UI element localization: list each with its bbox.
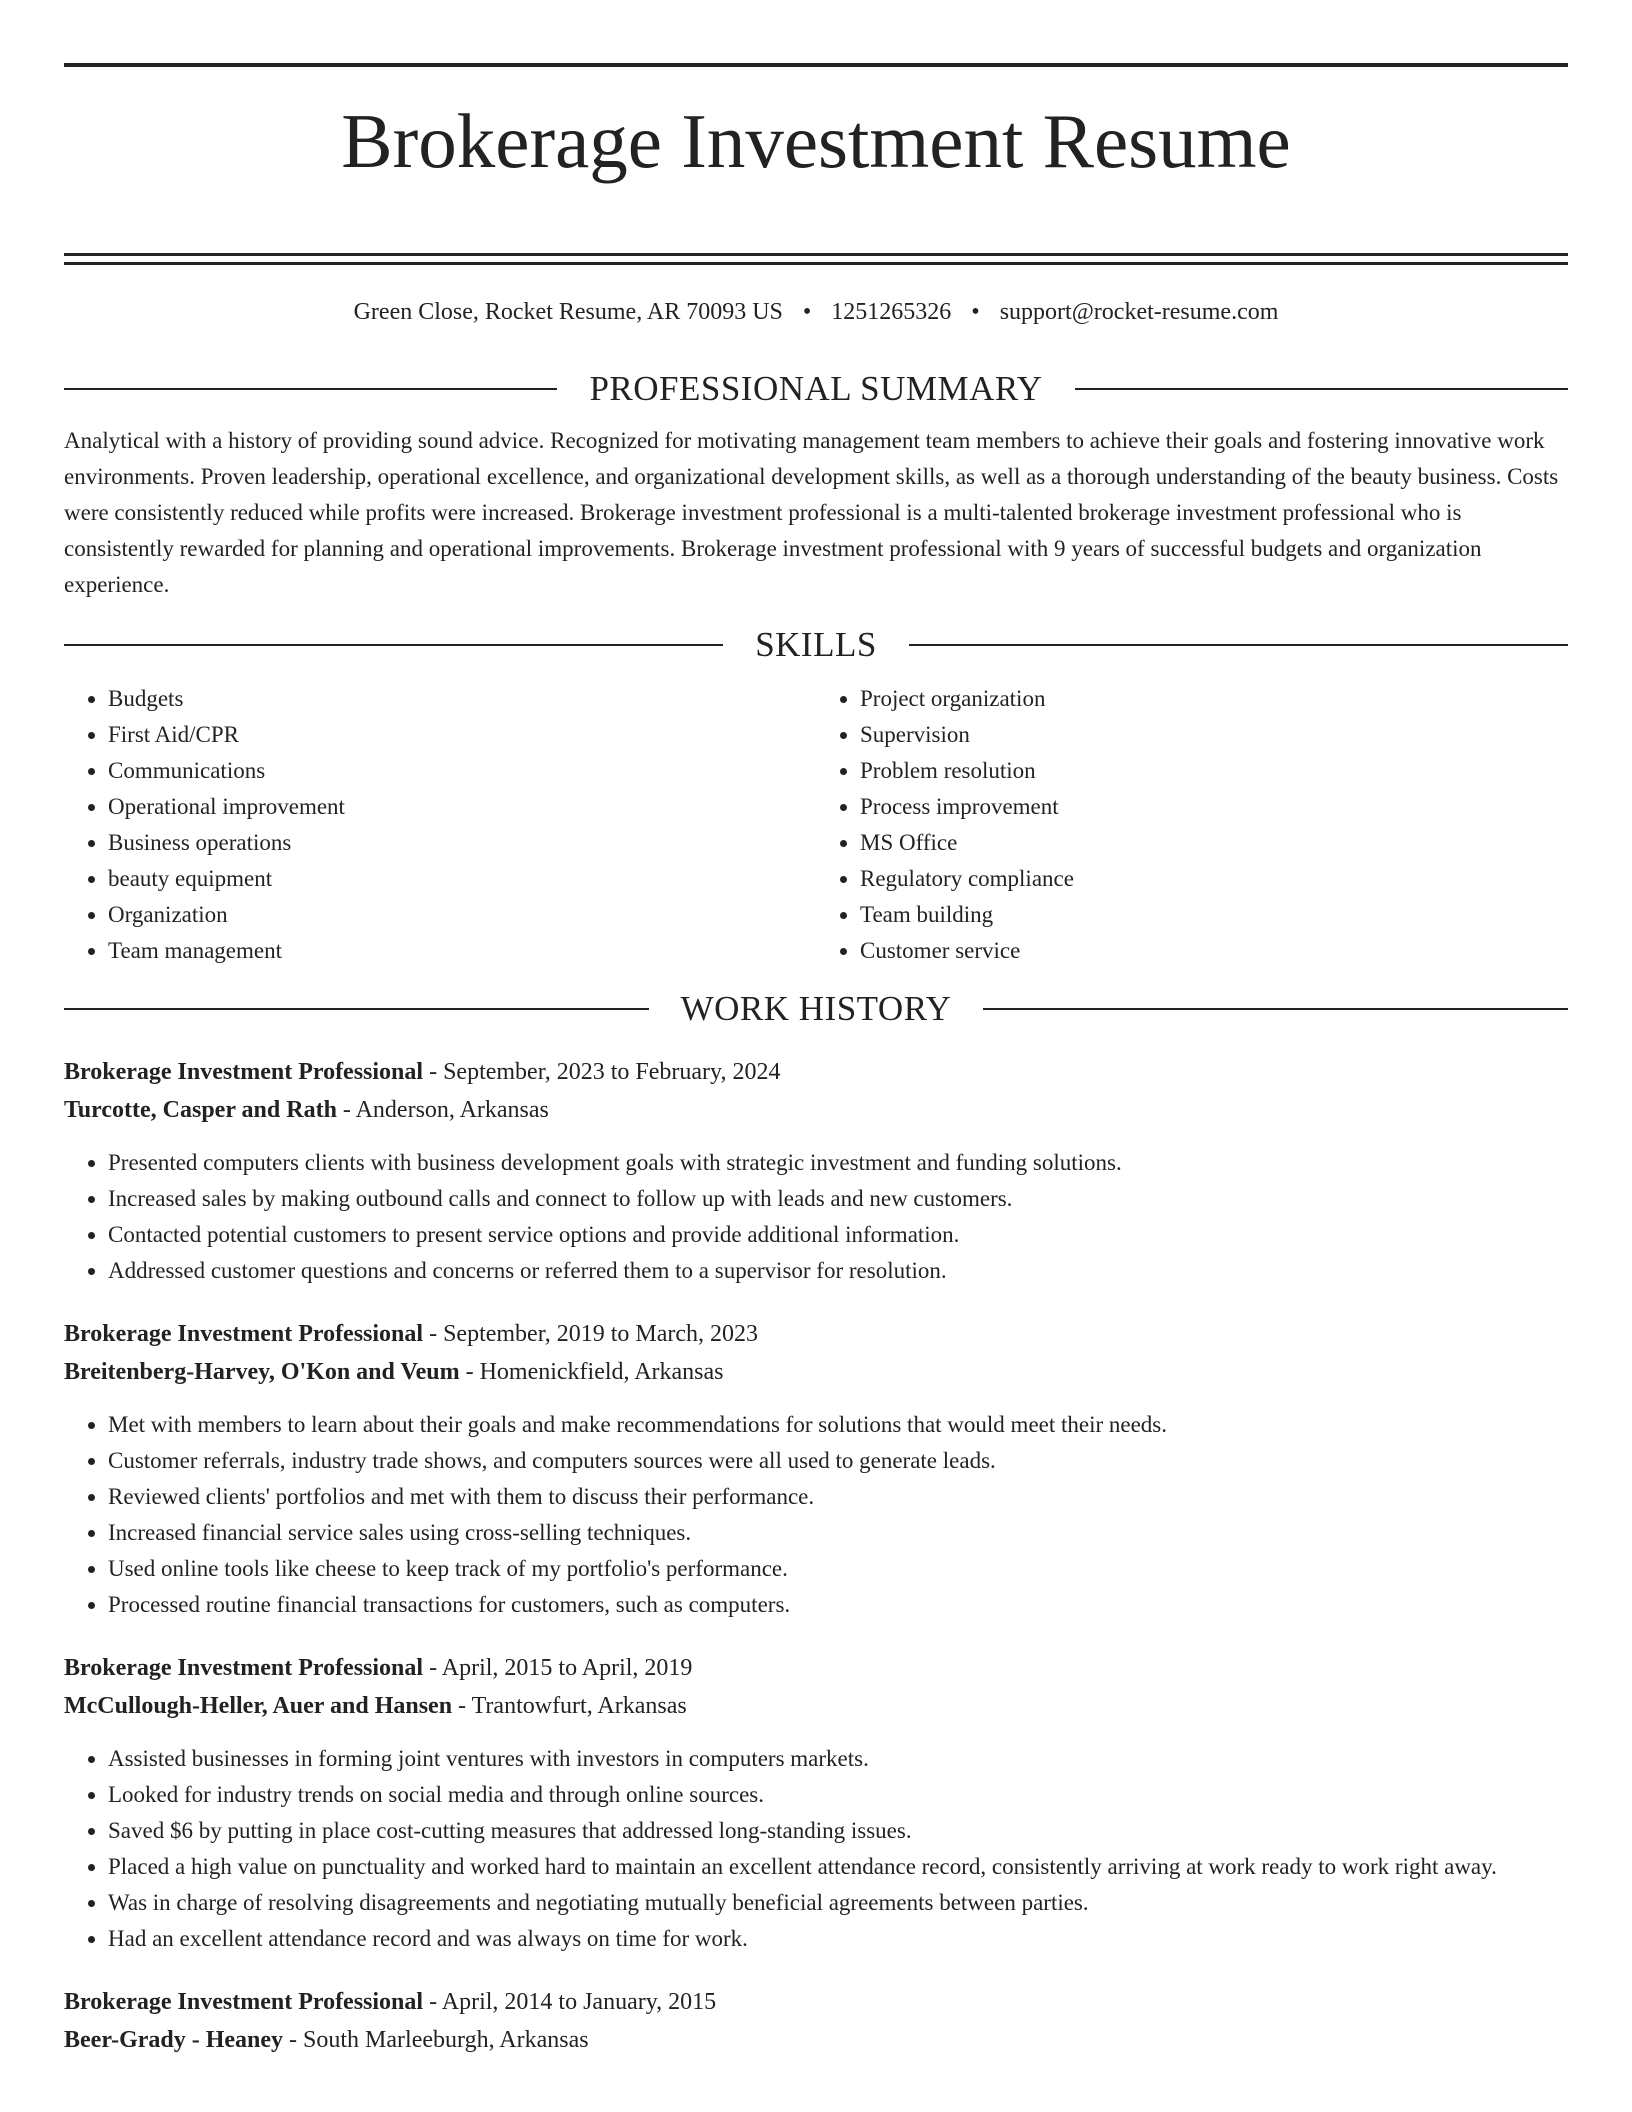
contact-phone: 1251265326 — [831, 298, 952, 325]
list-item: • Was in charge of resolving disagreements and negotiating mutually beneficial agreements between parties. — [108, 1885, 1568, 1921]
list-item: • Placed a high value on punctuality and worked hard to maintain an excellent attendance record, consistently arriving at work ready to work right away. — [108, 1849, 1568, 1885]
job-company-line — [64, 1091, 1568, 1129]
resume-page — [64, 0, 1568, 2059]
list-item: • Budgets — [108, 681, 816, 717]
resume-title: Brokerage Investment Resume — [341, 98, 1291, 184]
job-entry — [64, 1649, 1568, 1957]
job-dates: - September, 2023 to February, 2024 — [423, 1058, 781, 1085]
summary-text: Analytical with a history of providing sound advice. Recognized for motivating management team members to achieve their goals and fostering innovative work environments. Proven leadership, operational excellence, and organizational development skills, as well as a thorough understanding of the beauty business. Costs were consistently reduced while profits were increased. Brokerage investment professional is a multi-talented brokerage investment professional who is consistently rewarded for planning and operational improvements. Brokerage investment professional with 9 years of successful budgets and organization experience. — [64, 427, 1559, 597]
job-dates: - April, 2015 to April, 2019 — [423, 1654, 693, 1681]
list-item: • Organization — [108, 897, 816, 933]
list-item: • Reviewed clients' portfolios and met with them to discuss their performance. — [108, 1479, 1568, 1515]
job-dates: - September, 2019 to March, 2023 — [423, 1320, 759, 1347]
list-item: • Increased sales by making outbound calls and connect to follow up with leads and new customers. — [108, 1181, 1568, 1217]
list-item: • Process improvement — [860, 789, 1568, 825]
job-location: - Homenickfield, Arkansas — [459, 1358, 724, 1385]
list-item: • Customer referrals, industry trade shows, and computers sources were all used to generate leads. — [108, 1443, 1568, 1479]
job-location: - Trantowfurt, Arkansas — [452, 1692, 687, 1719]
job-location: - Anderson, Arkansas — [336, 1096, 549, 1123]
job-title-line — [64, 1315, 1568, 1353]
contact-address: Green Close, Rocket Resume, AR 70093 US — [353, 298, 783, 325]
job-title: Brokerage Investment Professional — [64, 1988, 424, 2015]
job-bullets — [64, 1741, 1568, 1957]
list-item: • Team management — [108, 933, 816, 969]
job-entry — [64, 1053, 1568, 1289]
job-company: Beer-Grady - Heaney — [64, 2026, 284, 2053]
job-dates: - April, 2014 to January, 2015 — [423, 1988, 717, 2015]
list-item: • Presented computers clients with business development goals with strategic investment and funding solutions. — [108, 1145, 1568, 1181]
list-item: • MS Office — [860, 825, 1568, 861]
summary-heading: PROFESSIONAL SUMMARY — [589, 368, 1043, 408]
list-item: • Had an excellent attendance record and was always on time for work. — [108, 1921, 1568, 1957]
list-item: • Supervision — [860, 717, 1568, 753]
list-item: • Problem resolution — [860, 753, 1568, 789]
title-double-rule — [64, 253, 1568, 265]
contact-separator: • — [802, 298, 812, 325]
list-item: • Used online tools like cheese to keep track of my portfolio's performance. — [108, 1551, 1568, 1587]
list-item: • Increased financial service sales using cross-selling techniques. — [108, 1515, 1568, 1551]
job-company: Turcotte, Casper and Rath — [64, 1096, 337, 1123]
list-item: • Project organization — [860, 681, 1568, 717]
job-title: Brokerage Investment Professional — [64, 1058, 424, 1085]
job-location: - South Marleeburgh, Arkansas — [283, 2026, 589, 2053]
list-item: • Assisted businesses in forming joint ventures with investors in computers markets. — [108, 1741, 1568, 1777]
section-divider — [1075, 388, 1568, 390]
work-history-list — [64, 1053, 1568, 2059]
job-title: Brokerage Investment Professional — [64, 1320, 424, 1347]
job-company-line — [64, 1353, 1568, 1391]
job-company: Breitenberg-Harvey, O'Kon and Veum — [64, 1358, 460, 1385]
summary-section-header — [64, 369, 1568, 409]
list-item: • beauty equipment — [108, 861, 816, 897]
job-company-line — [64, 2021, 1568, 2059]
job-entry — [64, 1315, 1568, 1623]
section-divider — [64, 644, 723, 646]
list-item: • Customer service — [860, 933, 1568, 969]
list-item: • First Aid/CPR — [108, 717, 816, 753]
job-entry — [64, 1983, 1568, 2059]
job-company-line — [64, 1687, 1568, 1725]
contact-line — [64, 299, 1568, 333]
work-heading: WORK HISTORY — [680, 988, 952, 1028]
job-title-line — [64, 1053, 1568, 1091]
contact-separator: • — [971, 298, 980, 325]
skills-list-right — [816, 681, 1568, 969]
job-title: Brokerage Investment Professional — [64, 1654, 424, 1681]
skills-columns — [64, 681, 1568, 969]
list-item: • Addressed customer questions and concerns or referred them to a supervisor for resolution. — [108, 1253, 1568, 1289]
job-company: McCullough-Heller, Auer and Hansen — [64, 1692, 453, 1719]
list-item: • Communications — [108, 753, 816, 789]
section-divider — [64, 388, 557, 390]
list-item: • Team building — [860, 897, 1568, 933]
section-divider — [909, 644, 1568, 646]
job-title-line — [64, 1983, 1568, 2021]
skills-heading: SKILLS — [755, 624, 877, 664]
list-item: • Processed routine financial transactions for customers, such as computers. — [108, 1587, 1568, 1623]
skills-section-header — [64, 625, 1568, 665]
contact-email: support@rocket-resume.com — [999, 298, 1279, 325]
section-divider — [64, 1008, 649, 1010]
list-item: • Looked for industry trends on social media and through online sources. — [108, 1777, 1568, 1813]
top-rule — [64, 63, 1568, 67]
list-item: • Operational improvement — [108, 789, 816, 825]
job-bullets — [64, 1407, 1568, 1623]
list-item: • Met with members to learn about their goals and make recommendations for solutions that would meet their needs. — [108, 1407, 1568, 1443]
list-item: • Contacted potential customers to present service options and provide additional information. — [108, 1217, 1568, 1253]
section-divider — [983, 1008, 1568, 1010]
job-bullets — [64, 1145, 1568, 1289]
list-item: • Business operations — [108, 825, 816, 861]
job-title-line — [64, 1649, 1568, 1687]
work-section-header — [64, 989, 1568, 1029]
list-item: • Saved $6 by putting in place cost-cutting measures that addressed long-standing issues. — [108, 1813, 1568, 1849]
skills-list-left — [64, 681, 816, 969]
list-item: • Regulatory compliance — [860, 861, 1568, 897]
